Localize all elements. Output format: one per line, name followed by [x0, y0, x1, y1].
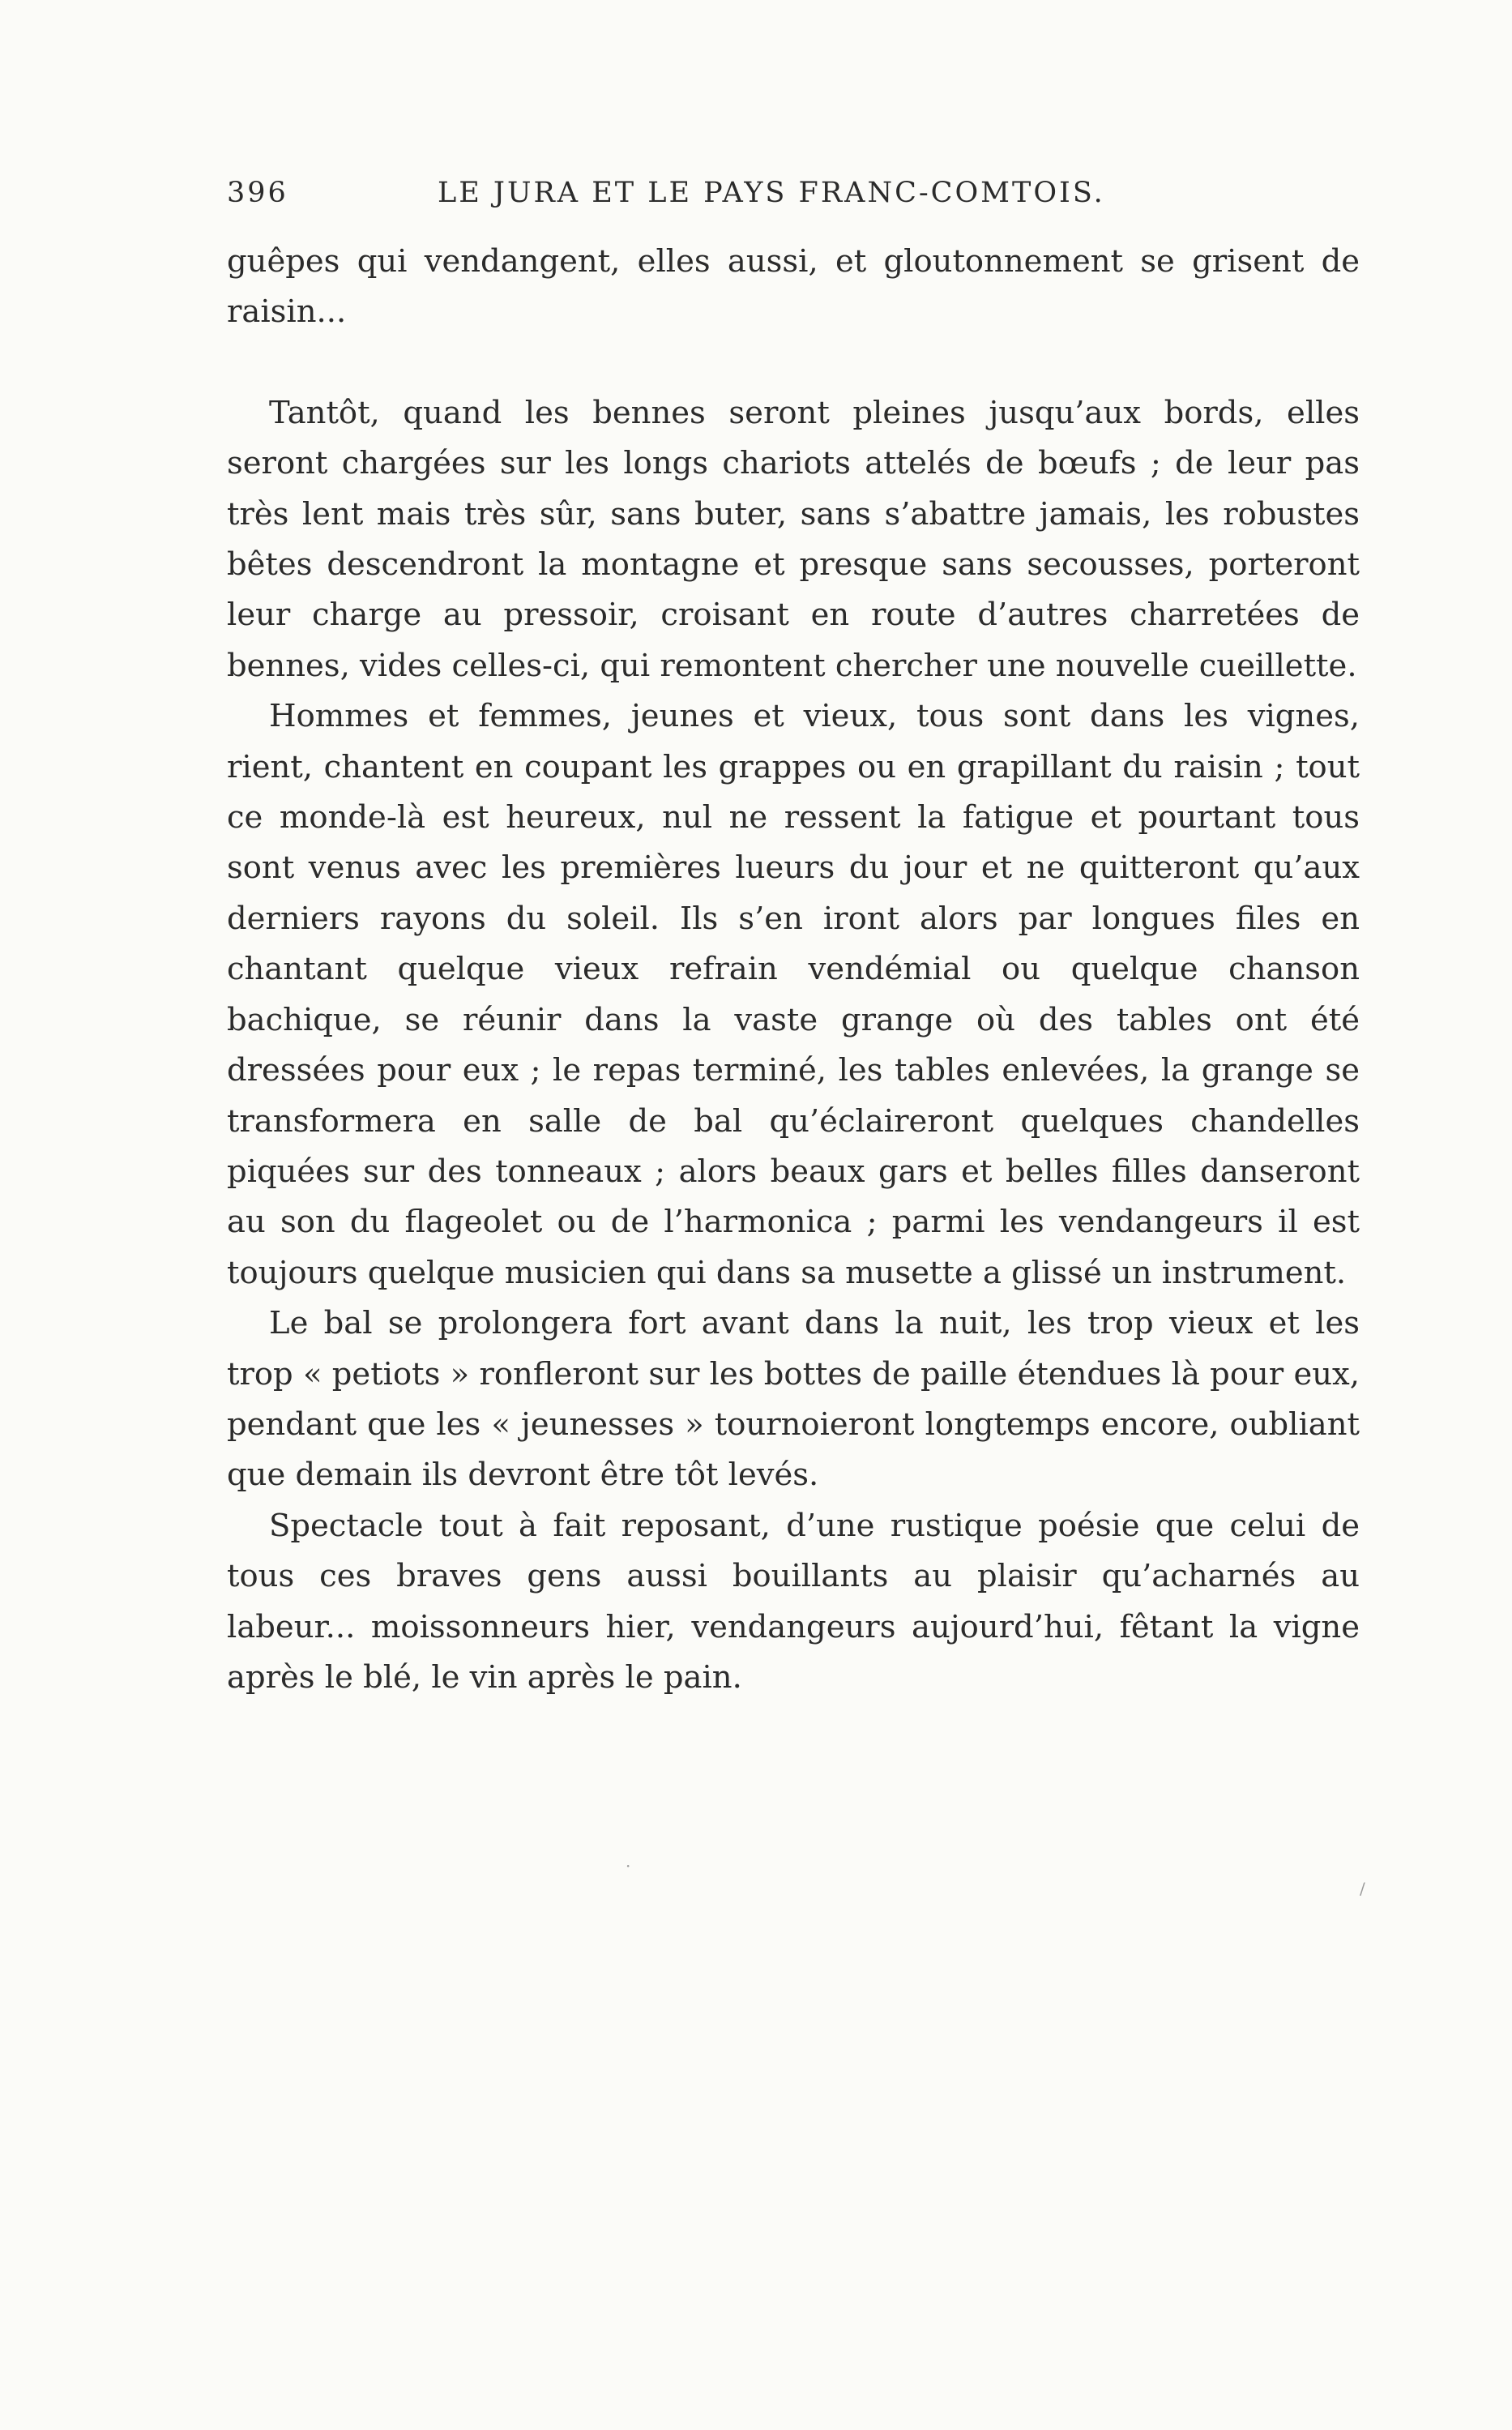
page-number: 396 [227, 177, 288, 209]
paragraph: Tantôt, quand les bennes seront pleines jusqu’aux bords, elles seront chargées sur les longs chariots attelés de bœufs ; de leur pas très lent mais très sûr, sans buter, sans s’abattre jamais, les robustes bêtes descendront la montagne et presque sans secousses, porteront leur charge au pressoir, croisant en route d’autres charretées de bennes, vides celles-ci, qui remontent chercher une nouvelle cueillette. [227, 394, 1360, 684]
paragraph: Hommes et femmes, jeunes et vieux, tous sont dans les vignes, rient, chantent en coupant les grappes ou en grapillant du raisin ; tout ce monde-là est heureux, nul ne ressent la fatigue et pourtant tous sont venus avec les premières lueurs du jour et ne quitteront qu’aux derniers rayons du soleil. Ils s’en iront alors par longues files en chantant quelque vieux refrain vendémial ou quelque chanson bachique, se réunir dans la vaste grange où des tables ont été dressées pour eux ; le repas terminé, les tables enlevées, la grange se transformera en salle de bal qu’éclaireront quelques chandelles piquées sur des tonneaux ; alors beaux gars et belles filles danseront au son du flageolet ou de l’harmonica ; parmi les vendangeurs il est toujours quelque musicien qui dans sa musette a glissé un instrument. [227, 698, 1360, 1291]
paragraph: Le bal se prolongera fort avant dans la nuit, les trop vieux et les trop « petiots » ronfleront sur les bottes de paille étendues là pour eux, pendant que les « jeunesses » tournoieront longtemps encore, oubliant que demain ils devront être tôt levés. [227, 1305, 1360, 1494]
print-speck: · [626, 1856, 631, 1876]
paragraph-continuation: guêpes qui vendangent, elles aussi, et gloutonnement se grisent de raisin... [227, 243, 1360, 331]
paragraph: Spectacle tout à fait reposant, d’une rustique poésie que celui de tous ces braves gens aussi bouillants au plaisir qu’acharnés au labeur... moissonneurs hier, vendangeurs aujourd’hui, fêtant la vigne après le blé, le vin après le pain. [227, 1507, 1360, 1696]
running-title: LE JURA ET LE PAYS FRANC-COMTOIS. [438, 177, 1105, 209]
running-head [227, 177, 1159, 217]
body-text [227, 237, 1360, 1703]
print-speck: / [1360, 1879, 1365, 1898]
